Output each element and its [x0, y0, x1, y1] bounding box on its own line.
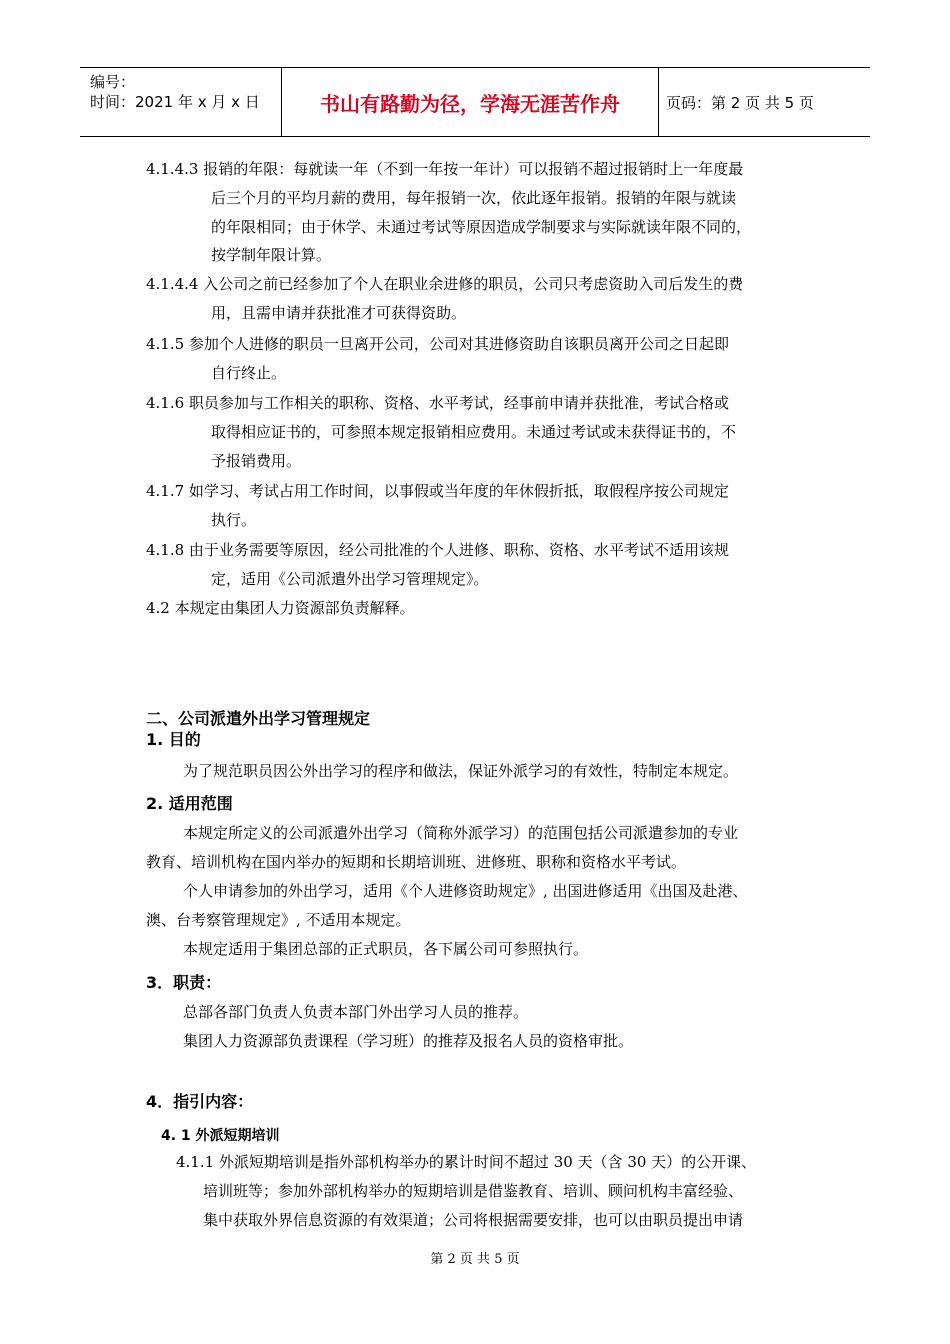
clause-4-1-4-3-line2: 后三个月的平均月薪的费用，每年报销一次，依此逐年报销。报销的年限与就读 [211, 189, 737, 207]
clause-4-1-5-line2: 自行终止。 [211, 364, 287, 382]
clause-4-1-1-line3: 集中获取外界信息资源的有效渠道；公司将根据需要安排，也可以由职员提出申请 [203, 1211, 744, 1229]
clause-4-1-7-line1: 4.1.7 如学习、考试占用工作时间，以事假或当年度的年休假折抵，取假程序按公司规定 [146, 482, 729, 500]
clause-4-1-4-3-line1: 4.1.4.3 报销的年限：每就读一年（不到一年按一年计）可以报销不超过报销时上一年度最 [146, 160, 744, 178]
clause-4-1-6-line2: 取得相应证书的，可参照本规定报销相应费用。未通过考试或未获得证书的，不 [211, 423, 737, 441]
clause-4-1-6-line1: 4.1.6 职员参加与工作相关的职称、资格、水平考试，经事前申请并获批准，考试合格或 [146, 394, 729, 412]
purpose-text: 为了规范职员因公外出学习的程序和做法，保证外派学习的有效性，特制定本规定。 [183, 762, 739, 780]
scope-para1-line1: 本规定所定义的公司派遣外出学习（简称外派学习）的范围包括公司派遣参加的专业 [183, 824, 739, 842]
clause-4-1-1-line2: 培训班等；参加外部机构举办的短期培训是借鉴教育、培训、顾问机构丰富经验、 [203, 1182, 744, 1200]
clause-4-1-8-line2: 定，适用《公司派遣外出学习管理规定》。 [211, 570, 489, 588]
section-title: 二、公司派遣外出学习管理规定 [146, 709, 371, 728]
time-label: 时间：2021 年 x 月 x 日 [90, 93, 260, 111]
scope-para2-line1: 个人申请参加的外出学习，适用《个人进修资助规定》, 出国进修适用《出国及赴港、 [183, 882, 748, 900]
scope-para1-line2: 教育、培训机构在国内举办的短期和长期培训班、进修班、职称和资格水平考试。 [146, 853, 687, 871]
header-meta [80, 68, 281, 136]
subheading-short-training: 4. 1 外派短期培训 [161, 1128, 280, 1144]
scope-para3: 本规定适用于集团总部的正式职员，各下属公司可参照执行。 [183, 940, 589, 958]
heading-purpose: 1. 目的 [146, 730, 201, 749]
duty-line2: 集团人力资源部负责课程（学习班）的推荐及报名人员的资格审批。 [183, 1032, 634, 1050]
clause-4-1-4-3-line4: 按学制年限计算。 [211, 246, 332, 264]
clause-4-1-1-line1: 4.1.1 外派短期培训是指外部机构举办的累计时间不超过 30 天（含 30 天）的公开课、 [176, 1153, 757, 1171]
clause-4-1-4-4-line2: 用，且需申请并获批准才可获得资助。 [211, 304, 467, 322]
clause-4-1-4-3-line3: 的年限相同；由于休学、未通过考试等原因造成学制要求与实际就读年限不同的， [211, 218, 752, 236]
clause-4-1-7-line2: 执行。 [211, 511, 257, 529]
clause-4-1-8-line1: 4.1.8 由于业务需要等原因，经公司批准的个人进修、职称、资格、水平考试不适用该规 [146, 541, 729, 559]
document-header [80, 67, 870, 137]
scope-para2-line2: 澳、台考察管理规定》, 不适用本规定。 [146, 911, 411, 929]
heading-scope: 2. 适用范围 [146, 794, 233, 813]
number-label: 编号： [90, 73, 136, 91]
clause-4-1-4-4-line1: 4.1.4.4 入公司之前已经参加了个人在职业余进修的职员，公司只考虑资助入司后发生的费 [146, 275, 744, 293]
header-motto: 书山有路勤为径，学海无涯苦作舟 [281, 68, 659, 136]
clause-4-1-6-line3: 予报销费用。 [211, 452, 302, 470]
clause-4-2: 4.2 本规定由集团人力资源部负责解释。 [146, 599, 415, 617]
heading-duties: 3．职责： [146, 973, 222, 992]
page-footer: 第 2 页 共 5 页 [430, 1252, 520, 1267]
duty-line1: 总部各部门负责人负责本部门外出学习人员的推荐。 [183, 1003, 529, 1021]
clause-4-1-5-line1: 4.1.5 参加个人进修的职员一旦离开公司，公司对其进修资助自该职员离开公司之日起即 [146, 335, 729, 353]
header-page-info: 页码：第 2 页 共 5 页 [666, 93, 814, 112]
heading-guidelines: 4．指引内容： [146, 1092, 254, 1111]
